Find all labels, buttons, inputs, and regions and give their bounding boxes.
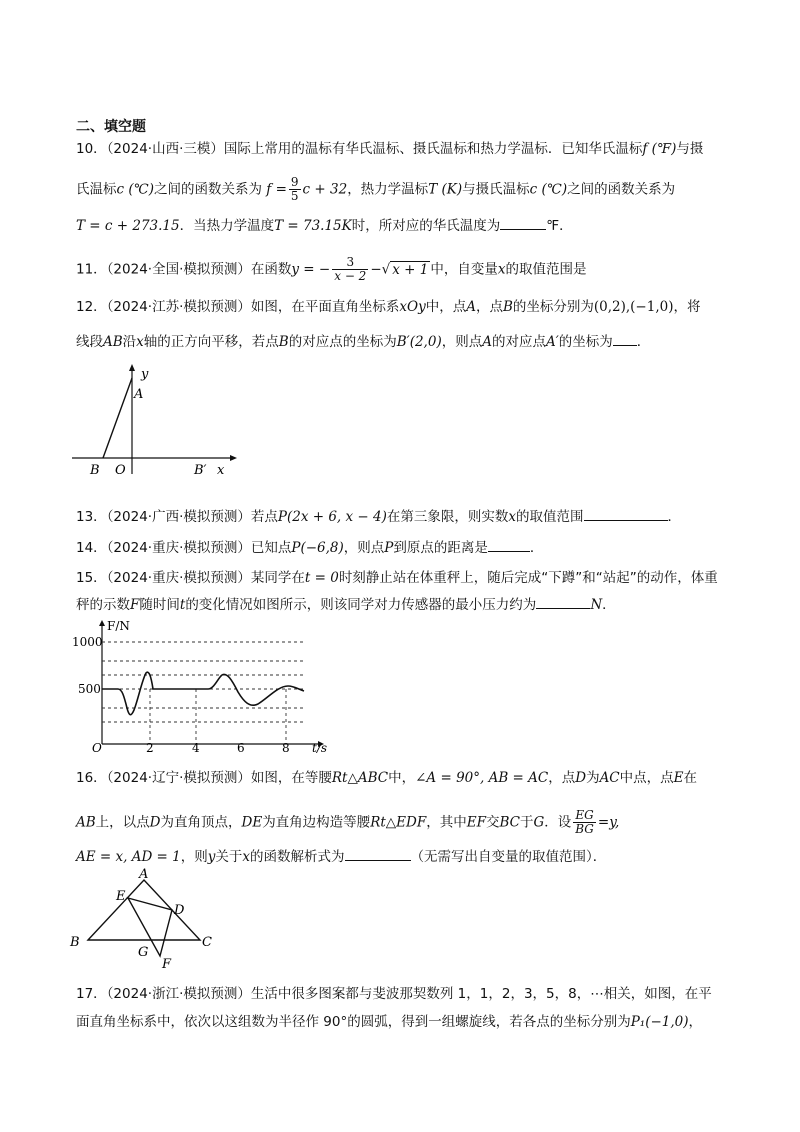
label-b: B bbox=[70, 935, 80, 950]
f-axis-arrow bbox=[99, 620, 105, 626]
label-a: A bbox=[134, 387, 144, 402]
answer-blank[interactable] bbox=[345, 846, 411, 861]
x-axis-arrow bbox=[230, 455, 237, 461]
y-axis-arrow bbox=[129, 364, 135, 371]
triangle-edf bbox=[128, 898, 172, 956]
question-15-line-2: 秤的示数F随时间t的变化情况如图所示，则该同学对力传感器的最小压力约为 N． bbox=[76, 594, 616, 615]
question-16-line-3: AE = x, AD = 1，则y关于x的函数解析式为 （无需写出自变量的取值范围）． bbox=[76, 846, 606, 867]
tick-1000: 1000 bbox=[72, 635, 103, 649]
question-11: 11．（2024·全国·模拟预测）在函数y = − $\frac{3}{x - 2}$ −√ x + 1 中，自变量x的取值范围是 bbox=[76, 255, 587, 283]
label-a: A bbox=[139, 868, 149, 882]
question-number: 11． bbox=[76, 261, 107, 278]
question-17-line-2: 面直角坐标系中，依次以这组数为半径作 90°的圆弧，得到一组螺旋线，若各点的坐标分别为P₁(−1,0)， bbox=[76, 1014, 703, 1030]
question-number: 12． bbox=[76, 299, 107, 315]
answer-blank[interactable] bbox=[500, 215, 546, 230]
question-source: （2024·广西·模拟预测） bbox=[106, 509, 251, 525]
label-b: B bbox=[90, 463, 100, 478]
answer-blank[interactable] bbox=[536, 594, 590, 609]
label-o: O bbox=[115, 463, 126, 478]
label-e: E bbox=[116, 889, 126, 904]
question-number: 15． bbox=[76, 570, 107, 586]
question-14: 14．（2024·重庆·模拟预测）已知点P(−6,8)，则点P到原点的距离是 ． bbox=[76, 537, 543, 558]
q15-force-time-graph bbox=[72, 620, 342, 755]
answer-blank[interactable] bbox=[613, 331, 637, 346]
tick-500: 500 bbox=[78, 682, 101, 696]
question-16-line-2: AB上，以点D为直角顶点，DE为直角边构造等腰Rt△EDF，其中EF交BC于G．设 $\frac{EG}{BG}$ =y, bbox=[76, 808, 620, 836]
segment-ab bbox=[103, 378, 132, 458]
label-y: y bbox=[141, 367, 149, 382]
section-title: 二、填空题 bbox=[76, 119, 146, 135]
question-15-line-1: 15．（2024·重庆·模拟预测）某同学在t = 0时刻静止站在体重秤上，随后完成“下蹲”和“站起”的动作，体重 bbox=[76, 570, 718, 586]
label-t-unit: t/s bbox=[312, 741, 328, 755]
question-source: （2024·浙江·模拟预测） bbox=[106, 986, 251, 1002]
question-source: （2024·山西·三模） bbox=[106, 141, 224, 157]
label-g: G bbox=[138, 945, 149, 960]
question-number: 16． bbox=[76, 770, 107, 786]
question-source: （2024·江苏·模拟预测） bbox=[106, 299, 251, 315]
tick-2: 2 bbox=[146, 741, 154, 755]
question-16-line-1: 16．（2024·辽宁·模拟预测）如图，在等腰Rt△ABC中，∠A = 90°, AB = AC，点D为AC中点，点E在 bbox=[76, 770, 698, 786]
question-13: 13．（2024·广西·模拟预测）若点P(2x + 6, x − 4)在第三象限，则实数x的取值范围 ． bbox=[76, 506, 681, 527]
question-source: （2024·重庆·模拟预测） bbox=[106, 570, 251, 586]
tick-4: 4 bbox=[192, 741, 200, 755]
label-f: F bbox=[162, 957, 172, 972]
question-source: （2024·重庆·模拟预测） bbox=[106, 540, 251, 556]
answer-blank[interactable] bbox=[488, 537, 530, 552]
label-x: x bbox=[217, 463, 225, 478]
question-number: 10． bbox=[76, 141, 107, 157]
fraction: $\frac{EG}{BG}$ bbox=[575, 808, 594, 836]
q16-triangle-figure bbox=[66, 868, 226, 978]
question-source: （2024·全国·模拟预测） bbox=[106, 261, 251, 278]
question-source: （2024·辽宁·模拟预测） bbox=[106, 770, 251, 786]
question-10-line-1: 10．（2024·山西·三模）国际上常用的温标有华氏温标、摄氏温标和热力学温标．已知华氏温标f (℉)与摄 bbox=[76, 141, 704, 157]
square-root: √ x + 1 bbox=[381, 261, 429, 278]
fraction: $\frac{3}{x - 2}$ bbox=[334, 255, 367, 283]
tick-6: 6 bbox=[237, 741, 245, 755]
question-17-line-1: 17．（2024·浙江·模拟预测）生活中很多图案都与斐波那契数列 1，1，2，3，5，8，⋯相关，如图，在平 bbox=[76, 986, 712, 1002]
label-c: C bbox=[202, 935, 212, 950]
fraction: $\frac{9}{5}$ bbox=[290, 175, 299, 203]
question-12-line-1: 12．（2024·江苏·模拟预测）如图，在平面直角坐标系xOy中，点A，点B的坐标分别为(0,2),(−1,0)，将 bbox=[76, 299, 701, 315]
question-number: 13． bbox=[76, 509, 107, 525]
q12-coordinate-figure bbox=[70, 362, 240, 482]
question-number: 17． bbox=[76, 986, 107, 1002]
question-10-line-3: T = c + 273.15．当热力学温度T = 73.15K时，所对应的华氏温度为 ℉． bbox=[76, 215, 573, 236]
tick-origin: O bbox=[92, 741, 102, 755]
label-f-unit: F/N bbox=[107, 620, 130, 633]
question-12-line-2: 线段AB沿x轴的正方向平移，若点B的对应点的坐标为B′(2,0)，则点A的对应点A′的坐标为 ． bbox=[76, 331, 650, 352]
tick-8: 8 bbox=[282, 741, 290, 755]
label-b-prime: B′ bbox=[194, 463, 207, 478]
question-10-line-2: 氏温标c (℃)之间的函数关系为 f = $\frac{9}{5}$ c + 32，热力学温标T (K)与摄氏温标c (℃)之间的函数关系为 bbox=[76, 175, 676, 203]
question-number: 14． bbox=[76, 540, 107, 556]
label-d: D bbox=[174, 903, 185, 918]
answer-blank[interactable] bbox=[584, 506, 668, 521]
